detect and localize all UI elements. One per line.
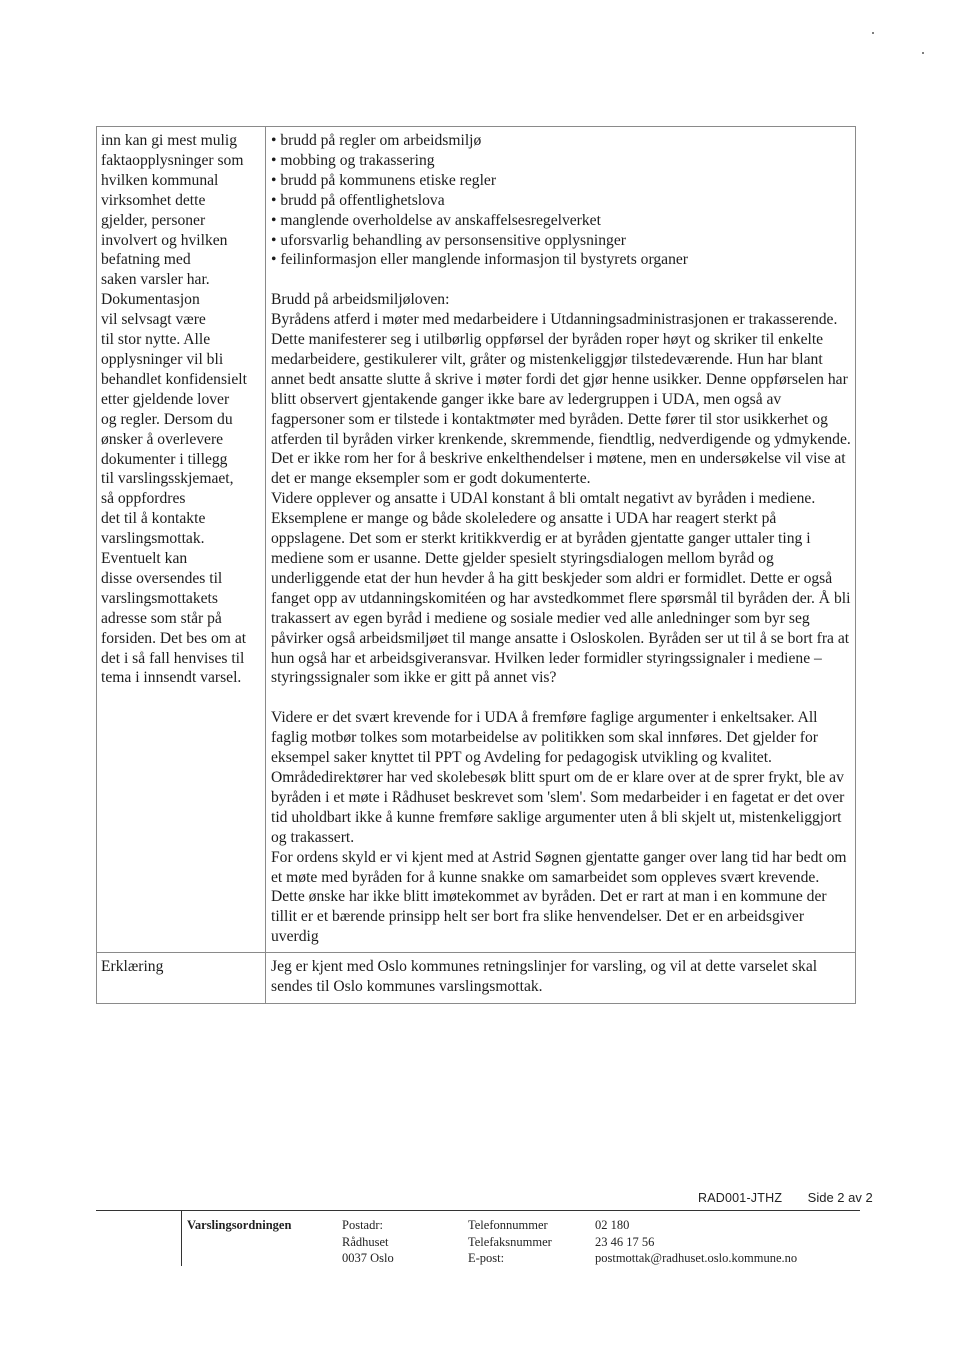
organization-name: Varslingsordningen [187, 1218, 292, 1232]
instruction-line: det til å kontakte [101, 510, 206, 528]
email-value: postmottak@radhuset.oslo.kommune.no [595, 1251, 798, 1265]
footer-contact-values [595, 1217, 797, 1267]
instruction-line: Dokumentasjon [101, 291, 200, 309]
description-content-cell [266, 127, 856, 953]
declaration-text: Jeg er kjent med Oslo kommunes retningslinjer for varsling, og vil at dette varselet skal sendes til Oslo kommunes varslingsmottak. [266, 953, 856, 1004]
instruction-line: forsiden. Det bes om at [101, 629, 247, 647]
body-paragraph: Videre opplever og ansatte i UDAl konstant å bli omtalt negativt av byråden i mediene. Eksemplene er mange og både skoleledere og ansatte i UDA har reagert sterkt på oppslagene. Det som er sterkt kritikkverdig er at byråden gjentatte ganger uttaler ting i mediene som er usanne. Dette gjelder spesielt styringsdialogen mellom byråd og underliggende etat der hun hevder å ha gitt beskjeder som aldri er formidlet. Dette er også fanget opp av utdanningskomitéen og har avstedkommet flere spørsmål til byråden der. Å bli trakassert av egen byråd i mediene og sosiale medier ved alle anledninger som byr seg påvirker også arbeidsmiljøet til mange ansatte i Osloskolen. Byråden ser ut til å se bort fra at hun også har et arbeidsgiveransvar. Hvilken leder formidler styringssignaler i mediene – styringssignaler som ikke er gitt på annet vis? [271, 490, 851, 687]
declaration-row [97, 953, 856, 1004]
phone-label: Telefonnummer [468, 1218, 548, 1232]
declaration-label: Erklæring [97, 953, 266, 1004]
description-instructions [101, 131, 261, 688]
instruction-line: til varslingsskjemaet, [101, 470, 234, 488]
section-heading: Brudd på arbeidsmiljøloven: [271, 291, 450, 309]
instruction-line: det i så fall henvises til [101, 649, 245, 667]
violation-item: • feilinformasjon eller manglende informasjon til bystyrets organer [271, 250, 851, 270]
postal-line: 0037 Oslo [342, 1251, 394, 1265]
body-paragraph: Byrådens atferd i møter med medarbeidere i Utdanningsadministrasjonen er trakasserende. Dette manifesterer seg i utilbørlig oppførsel der byråden roper høyt og skriker til enkelte medarbeidere, gestikulerer vilt, gråter og mistenkeliggjør tilstedeværende. Hun har blant annet bedt ansatte slutte å skrive i møter fordi det gjør henne usikker. Denne oppførselen har blitt observert gjentakende ganger ikke bare av ledergruppen i UDA, men også av fagpersoner som er tilstede i kontaktmøter med byråden. Dette fører til stor usikkerhet og atferden til byråden virker krenkende, skremmende, fiendtlig, nedverdigende og ydmykende. [271, 311, 851, 448]
instruction-line: Eventuelt kan [101, 550, 188, 568]
instruction-line: til stor nytte. Alle [101, 331, 211, 349]
document-code: RAD001-JTHZ [698, 1191, 783, 1205]
scan-speck [872, 32, 874, 34]
instruction-line: behandlet konfidensielt [101, 370, 247, 388]
instruction-line: og regler. Dersom du [101, 410, 233, 428]
violation-item: • brudd på regler om arbeidsmiljø [271, 131, 851, 151]
footer-contact-labels [468, 1217, 552, 1267]
body-paragraph: Videre er det svært krevende for i UDA å fremføre faglige argumenter i enkeltsaker. All faglig motbør tolkes som motarbeidelse av politikken som skal innføres. Det gjelder for eksempel saker knyttet til PPT og Avdeling for pedagogisk utvikling og kvalitet. Områdedirektører har ved skolebesøk blitt spurt om de er klare over at de sprer frykt, ble av byråden i et møte i Rådhuset beskrevet som 'slem'. Som medarbeider i en fagetat er det over tid uholdbart ikke å kunne fremføre saklige argumenter uten å bli skjelt ut, mistenkeliggjort og trakassert. [271, 709, 845, 846]
instruction-line: virksomhet dette [101, 191, 206, 209]
instruction-line: varslingsmottak. [101, 530, 205, 548]
scan-speck [922, 52, 924, 54]
violation-item: • uforsvarlig behandling av personsensitive opplysninger [271, 231, 851, 251]
page-number: Side 2 av 2 [807, 1190, 873, 1205]
postal-label: Postadr: [342, 1218, 383, 1232]
violation-type-list [271, 131, 851, 270]
instruction-line: etter gjeldende lover [101, 390, 230, 408]
page-reference [698, 1190, 873, 1205]
instruction-line: opplysninger vil bli [101, 350, 224, 368]
body-paragraph: For ordens skyld er vi kjent med at Astrid Søgnen gjentatte ganger over lang tid har bedt om et møte med byråden for å kunne snakke om samarbeidet som oppleves svært krevende. Dette ønske har ikke blitt imøtekommet av byråden. Det er rart at man i en kommune der tillit er et bærende prinsipp helt ser bort fra slike henvendelser. Det er en arbeidsgiver uverdig [271, 848, 847, 946]
violation-item: • manglende overholdelse av anskaffelsesregelverket [271, 211, 851, 231]
instruction-line: inn kan gi mest mulig [101, 132, 238, 149]
instruction-line: disse oversendes til [101, 569, 223, 587]
instruction-line: hvilken kommunal [101, 171, 219, 189]
fax-value: 23 46 17 56 [595, 1234, 655, 1249]
violation-item: • mobbing og trakassering [271, 151, 851, 171]
fax-label: Telefaksnummer [468, 1234, 552, 1249]
instruction-line: faktaopplysninger som [101, 151, 244, 169]
instruction-line: befatning med [101, 251, 191, 269]
instruction-line: tema i innsendt varsel. [101, 669, 242, 687]
email-label: E-post: [468, 1251, 505, 1265]
footer-postal-address [342, 1217, 394, 1267]
description-label-cell [97, 127, 266, 953]
report-form-table [96, 126, 856, 1004]
footer-organization [187, 1217, 291, 1234]
instruction-line: gjelder, personer [101, 211, 206, 229]
instruction-line: involvert og hvilken [101, 231, 228, 249]
instruction-line: varslingsmottakets [101, 589, 218, 607]
instruction-line: ønsker å overlevere [101, 430, 224, 448]
footer-divider [96, 1210, 860, 1211]
instruction-line: så oppfordres [101, 490, 186, 508]
violation-item: • brudd på kommunens etiske regler [271, 171, 851, 191]
body-paragraph: Det er ikke rom her for å beskrive enkelthendelser i møtene, men en undersøkelse vil vise at det er mange eksempler som er godt dokumenterte. [271, 450, 846, 488]
violation-item: • brudd på offentlighetslova [271, 191, 851, 211]
postal-line: Rådhuset [342, 1234, 389, 1249]
instruction-line: adresse som står på [101, 609, 222, 627]
instruction-line: saken varsler har. [101, 271, 210, 289]
footer-vertical-divider [181, 1211, 182, 1266]
description-row [97, 127, 856, 953]
instruction-line: vil selvsagt være [101, 311, 206, 329]
phone-value: 02 180 [595, 1218, 630, 1232]
instruction-line: dokumenter i tillegg [101, 450, 228, 468]
